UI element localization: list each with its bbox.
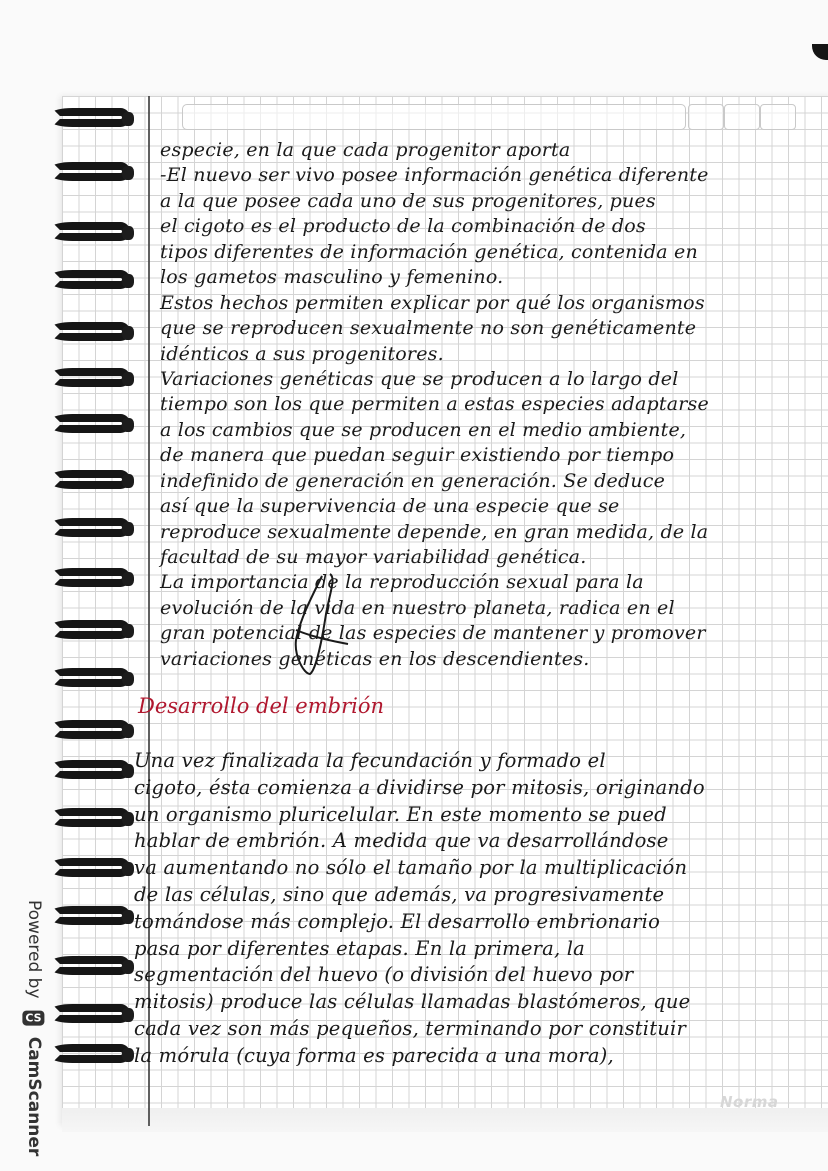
spiral-ring [52,162,130,181]
text-line: tiempo son los que permiten a estas especies adaptarse [160,393,709,416]
spiral-ring [52,270,130,289]
text-line: que se reproducen sexualmente no son genéticamente [160,317,697,340]
text-line: cada vez son más pequeños, terminando por constituir [134,1016,687,1040]
text-line: así que la supervivencia de una especie que se [160,495,620,518]
camscanner-brand: CamScanner [24,1036,44,1157]
section-title: Desarrollo del embrión [138,694,385,718]
ring-hole [122,1048,134,1062]
header-bar [182,104,686,130]
ring-hole [122,812,134,826]
text-line: cigoto, ésta comienza a dividirse por mitosis, originando [134,775,705,799]
ring-hole [122,1008,134,1022]
text-line: de las células, sino que además, va progresivamente [134,882,665,906]
ring-hole [122,274,134,288]
ring-hole [122,226,134,240]
text-line: especie, en la que cada progenitor aporta [160,139,571,161]
text-line: va aumentando no sólo el tamaño por la multiplicación [134,856,688,880]
camscanner-watermark [14,900,44,1157]
page-text-block-2 [134,748,814,1070]
text-line: los gametos masculino y femenino. [160,266,504,289]
ring-hole [122,474,134,488]
text-line: hablar de embrión. A medida que va desarrollándose [134,829,669,853]
ring-hole [122,166,134,180]
ring-hole [122,862,134,876]
ring-hole [122,960,134,974]
ring-hole [122,326,134,340]
spiral-ring [52,568,130,587]
text-line: mitosis) produce las células llamadas blastómeros, que [134,990,691,1014]
ring-hole [122,112,134,126]
text-line: el cigoto es el producto de la combinación de dos [160,215,646,238]
text-line: un organismo pluricelular. En este momento se pued [134,802,667,826]
spiral-ring [52,808,130,827]
powered-by-label: Powered by [24,900,44,999]
text-line: a los cambios que se producen en el medio ambiente, [160,418,687,441]
ring-hole [122,522,134,536]
spiral-ring [52,414,130,433]
text-line: a la que posee cada uno de sus progenitores, pues [160,189,656,212]
text-line: de manera que puedan seguir existiendo por tiempo [160,444,675,467]
text-line: segmentación del huevo (o división del huevo por [134,963,634,987]
text-line: pasa por diferentes etapas. En la primera, la [134,936,586,960]
scribble-mark [270,570,390,680]
spiral-ring [52,668,130,687]
spiral-ring [52,720,130,739]
text-line: Estos hechos permiten explicar por qué los organismos [160,291,705,314]
text-line: tomándose más complejo. El desarrollo embrionario [134,909,661,933]
text-line: reproduce sexualmente depende, en gran medida, de la [160,520,709,543]
ring-hole [122,418,134,432]
camscanner-logo-icon: CS [23,1010,45,1025]
spiral-ring [52,858,130,877]
ring-hole [122,764,134,778]
text-line: la mórula (cuya forma es parecida a una mora), [134,1043,614,1067]
spiral-ring [52,368,130,387]
text-line: Variaciones genéticas que se producen a lo largo del [160,367,679,390]
text-line: gran potencial de las especies de mantener y promover [160,622,706,645]
text-line: variaciones genéticas en los descendientes. [160,647,590,670]
notebook-brand-logo: Norma [720,1093,779,1111]
ring-hole [122,724,134,738]
spiral-ring [52,956,130,975]
spiral-ring [52,1004,130,1023]
spiral-ring [52,108,130,127]
ring-hole [122,672,134,686]
ring-hole [122,572,134,586]
spiral-ring [52,470,130,489]
date-box-year [760,104,796,130]
text-line: tipos diferentes de información genética, contenida en [160,240,698,263]
text-line: -El nuevo ser vivo posee información genética diferente [160,164,709,187]
text-line: facultad de su mayor variabilidad genética. [160,546,587,568]
text-line: evolución de la vida en nuestro planeta, radica en el [160,596,675,619]
ring-hole [122,624,134,638]
text-line: Una vez finalizada la fecundación y formado el [134,749,606,772]
ring-hole [122,372,134,386]
spiral-ring [52,620,130,639]
text-line: La importancia de la reproducción sexual para la [160,571,644,594]
date-box-month [724,104,760,130]
spiral-ring [52,1044,130,1063]
date-box-day [688,104,724,130]
text-line: indefinido de generación en generación. Se deduce [160,469,666,492]
spiral-ring [52,518,130,537]
spiral-ring [52,322,130,341]
spiral-ring [52,906,130,925]
spiral-ring [52,222,130,241]
page-bottom-edge [62,1108,828,1132]
page-text-block-1 [160,138,810,672]
corner-mark [812,44,828,60]
ring-hole [122,910,134,924]
spiral-ring [52,760,130,779]
text-line: idénticos a sus progenitores. [160,342,444,365]
